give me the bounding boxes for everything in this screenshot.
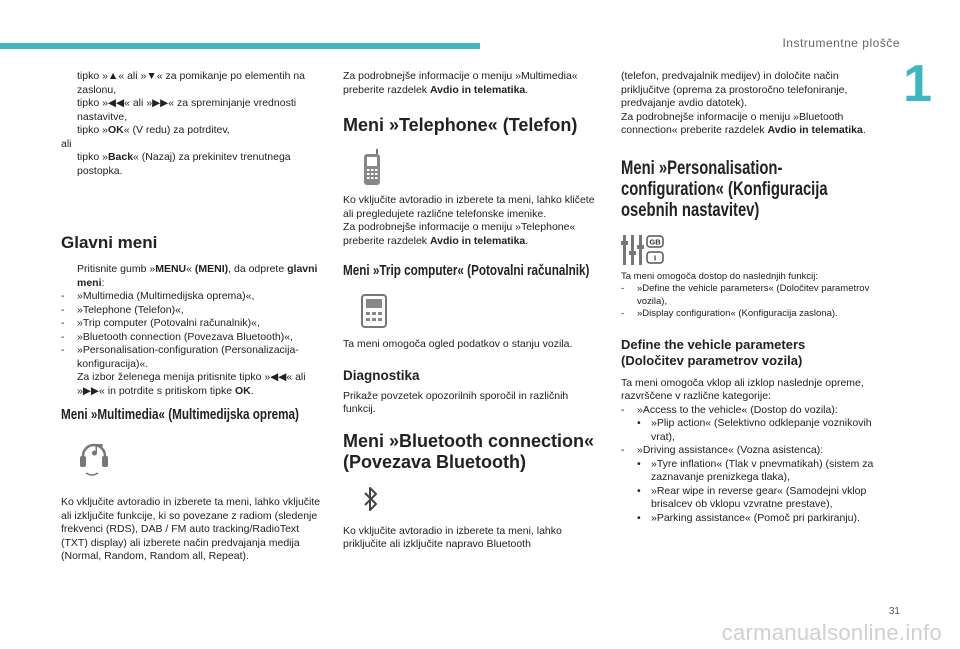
telephone-heading: Meni »Telephone« (Telefon) <box>343 115 578 135</box>
main-menu-intro: Pritisnite gumb »MENU« (MENI), da odprete glavni meni: <box>77 263 318 289</box>
watermark: carmanualsonline.info <box>721 620 942 645</box>
multimedia-reference: Za podrobnejše informacije o meniju »Multimedia« preberite razdelek Avdio in telematika. <box>343 70 578 96</box>
section-title: Instrumentne plošče <box>782 36 900 50</box>
bluetooth-icon <box>363 485 379 513</box>
i-flag-label: I <box>653 253 657 262</box>
category-driving-item: • »Parking assistance« (Pomoč pri parkiranju). <box>637 511 860 524</box>
nav-item: tipko »▲« ali »▼« za pomikanje po elementih na zaslonu, <box>77 70 306 96</box>
main-menu-heading: Glavni meni <box>61 233 158 252</box>
header-accent-bar <box>0 43 480 49</box>
multimedia-heading: Meni »Multimedia« (Multimedijska oprema) <box>61 406 299 423</box>
category-driving-item: • »Rear wipe in reverse gear« (Samodejni vklop brisalcev ob vklopu vzvratne prestave), <box>637 484 867 510</box>
category-driving-item: • »Tyre inflation« (Tlak v pnevmatikah) (sistem za zaznavanje prenizkega tlaka), <box>637 457 874 483</box>
category-access: - »Access to the vehicle« (Dostop do vozila): <box>621 403 838 416</box>
main-menu-item: - »Multimedia (Multimedijska oprema)«, <box>61 290 255 302</box>
trip-text: Ta meni omogoča ogled podatkov o stanju vozila. <box>343 338 573 350</box>
bluetooth-text-continued: (telefon, predvajalnik medijev) in določite način priključitve (oprema za prostoročno telefoniranje, predvajanje avdio datotek). <box>621 70 848 109</box>
diagnostics-text: Prikaže povzetek opozorilnih sporočil in različnih funkcij. <box>343 389 569 415</box>
column-2 <box>343 70 601 552</box>
personalisation-heading: Meni »Personalisation-configuration« (Konfiguracija osebnih nastavitev) <box>621 157 828 221</box>
column-3 <box>621 70 879 525</box>
settings-language-icon <box>621 233 665 267</box>
category-access-item: • »Plip action« (Selektivno odklepanje voznikovih vrat), <box>637 417 872 443</box>
select-item: Za izbor želenega menija pritisnite tipko »◀◀« ali »▶▶« in potrdite s pritiskom tipke OK. <box>77 371 306 397</box>
define-parameters-text: Ta meni omogoča vklop ali izklop naslednje opreme, razvrščene v različne kategorije: <box>621 376 864 402</box>
or-text: ali <box>61 137 72 150</box>
multimedia-icon <box>77 442 111 478</box>
bluetooth-reference: Za podrobnejše informacije o meniju »Bluetooth connection« preberite razdelek Avdio in telematika. <box>621 110 866 136</box>
main-menu-item: - »Bluetooth connection (Povezava Bluetooth)«, <box>61 330 293 343</box>
diagnostics-heading: Diagnostika <box>343 367 420 383</box>
trip-computer-icon <box>361 294 387 328</box>
multimedia-text: Ko vključite avtoradio in izberete ta meni, lahko vključite ali izključite funkcije, ki so povezane z radiom (sledenje frekvenci (RDS), DAB / FM auto tracking/RadioText (TXT) display) ali izberete način predvajanja medija (Normal, Random, Random all, Repeat). <box>61 496 321 562</box>
personalisation-block <box>621 271 879 321</box>
chapter-number: 1 <box>903 55 932 113</box>
main-menu-item: - »Telephone (Telefon)«, <box>61 303 184 316</box>
phone-icon <box>361 148 383 186</box>
personalisation-item: - »Define the vehicle parameters« (Določitev parametrov vozila), <box>621 283 870 307</box>
back-item: tipko »Back« (Nazaj) za prekinitev trenutnega postopka. <box>77 151 291 177</box>
bluetooth-text: Ko vključite avtoradio in izberete ta meni, lahko priključite ali izključite napravo Bluetooth <box>343 524 562 550</box>
trip-heading: Meni »Trip computer« (Potovalni računalnik) <box>343 262 590 279</box>
column-1 <box>61 70 326 564</box>
define-parameters-heading: Define the vehicle parameters (Določitev parametrov vozila) <box>621 336 806 368</box>
personalisation-item: - »Display configuration« (Konfiguracija zaslona). <box>621 308 838 319</box>
nav-item: tipko »OK« (V redu) za potrditev, <box>77 124 230 136</box>
nav-item: tipko »◀◀« ali »▶▶« za spreminjanje vrednosti nastavitve, <box>77 97 297 123</box>
telephone-text: Ko vključite avtoradio in izberete ta meni, lahko kličete ali pregledujete različne telefonske imenike. <box>343 194 595 220</box>
page-number: 31 <box>888 606 900 617</box>
telephone-reference: Za podrobnejše informacije o meniju »Telephone« preberite razdelek Avdio in telematika. <box>343 221 576 247</box>
main-menu-item: - »Trip computer (Potovalni računalnik)«, <box>61 317 260 329</box>
personalisation-text: Ta meni omogoča dostop do naslednjih funkcij: <box>621 270 818 282</box>
main-menu-item: - »Personalisation-configuration (Personalizacija-konfiguracija)«. <box>61 344 299 370</box>
gb-flag-label: GB <box>649 237 661 246</box>
bluetooth-heading: Meni »Bluetooth connection« (Povezava Bluetooth) <box>343 430 595 472</box>
category-driving: - »Driving assistance« (Vozna asistenca): <box>621 444 824 456</box>
